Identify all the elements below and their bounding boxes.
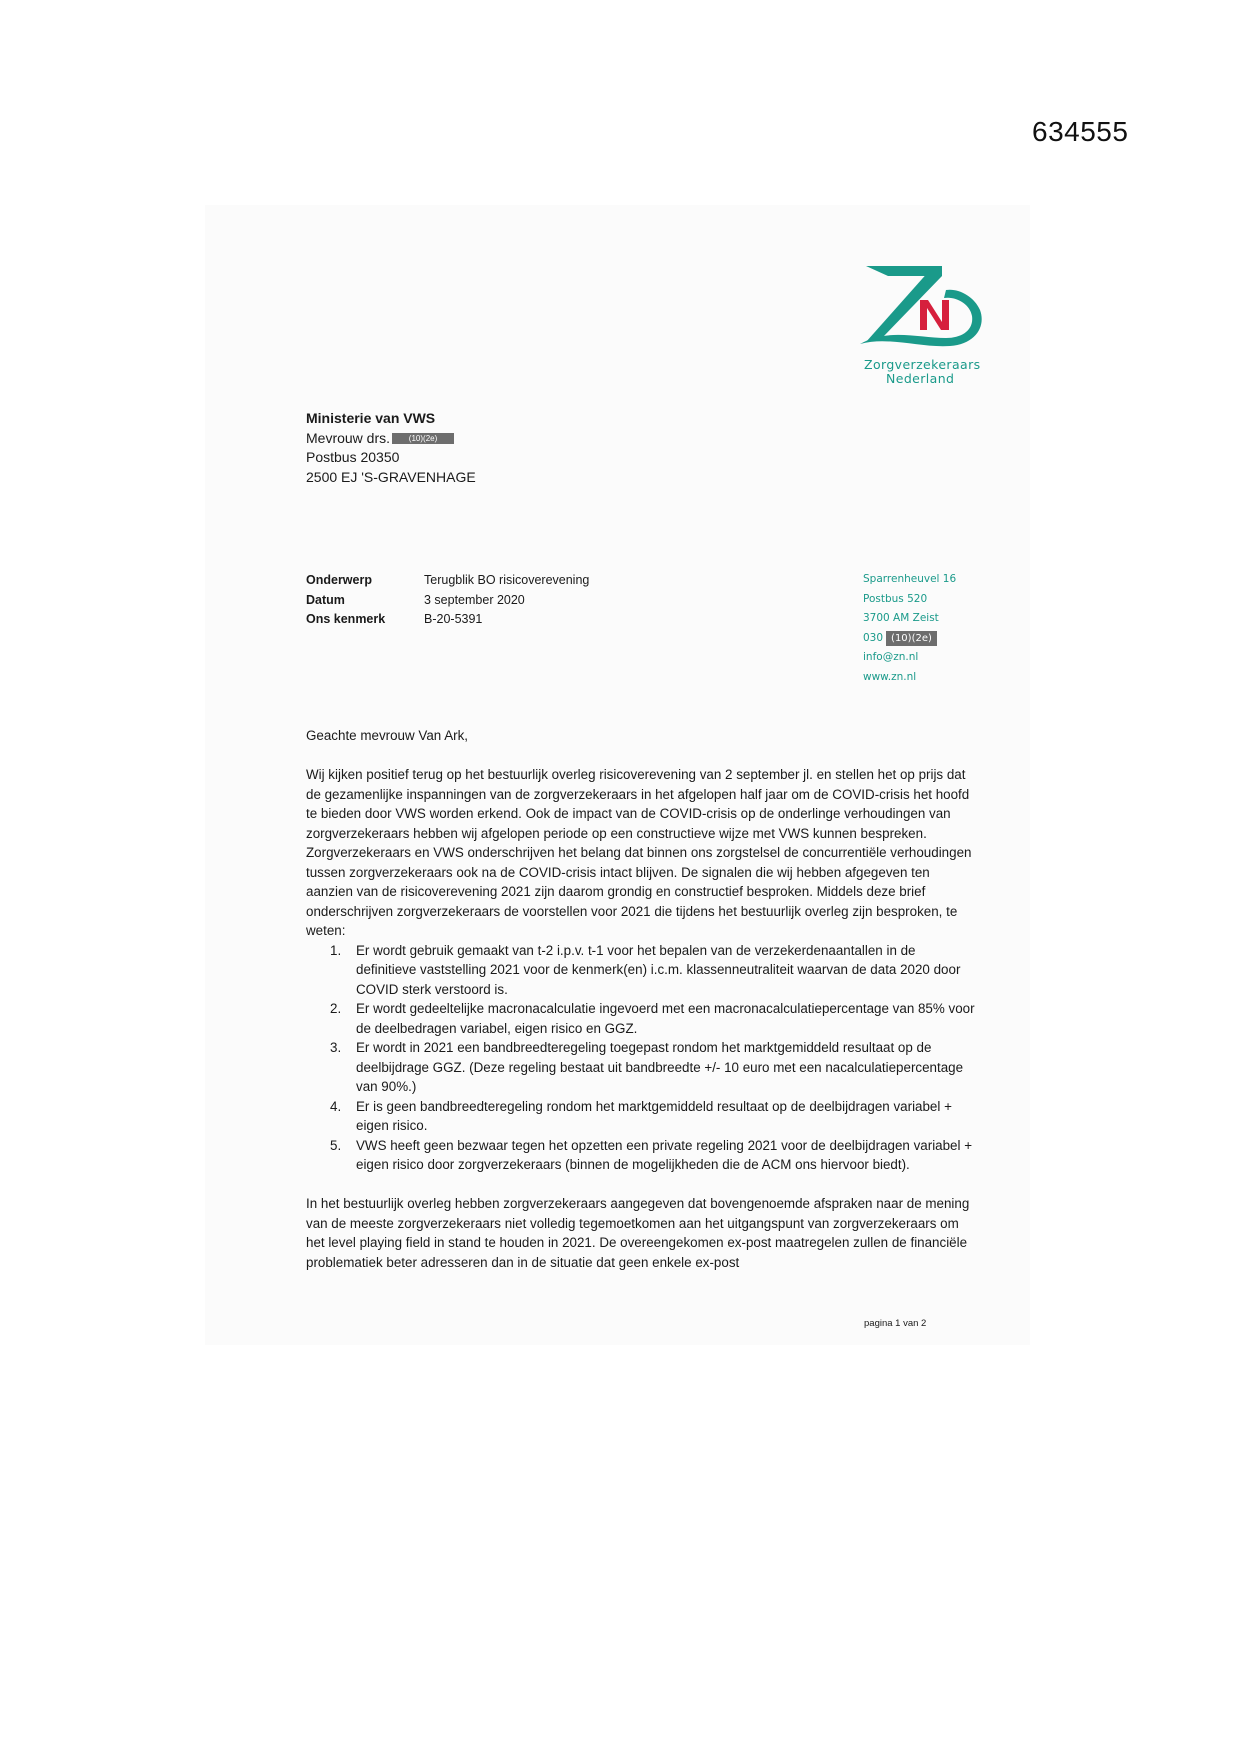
meta-row bbox=[306, 571, 589, 591]
zn-logo-mark bbox=[858, 262, 990, 362]
contact-street: Sparrenheuvel 16 bbox=[863, 573, 957, 585]
letter-meta bbox=[306, 571, 589, 630]
list-item bbox=[306, 1136, 976, 1175]
list-item-number: 2. bbox=[330, 1001, 342, 1016]
recipient-name-line bbox=[306, 429, 476, 449]
list-item bbox=[306, 1038, 976, 1097]
list-item-number: 3. bbox=[330, 1040, 342, 1055]
meta-label-date: Datum bbox=[306, 592, 345, 607]
recipient-salutation: Mevrouw drs. bbox=[306, 429, 391, 446]
document-number: 634555 bbox=[1032, 116, 1129, 147]
redaction-box: (10)(2e) bbox=[886, 631, 937, 646]
list-item-text: Er wordt gebruik gemaakt van t-2 i.p.v. t-1 voor het bepalen van de verzekerdenaantallen in de definitieve vaststelling 2021 voor de kenmerk(en) i.c.m. klassenneutraliteit waarvan de data 2020 door COVID sterk verstoord is. bbox=[356, 942, 961, 997]
list-item-number: 5. bbox=[330, 1137, 342, 1153]
contact-phone bbox=[863, 629, 956, 649]
logo-text-line1: Zorgverzekeraars bbox=[864, 357, 981, 372]
meta-value-subject: Terugblik BO risicoverevening bbox=[424, 573, 590, 587]
intro-paragraph: Wij kijken positief terug op het bestuurlijk overleg risicoverevening van 2 september jl. en stellen het op prijs dat de gezamenlijke inspanningen van de zorgverzekeraars in het afgelopen half jaar om de COVID-crisis het hoofd te bieden door VWS worden erkend. Ook de impact van de COVID-crisis op de onderlinge verhoudingen van zorgverzekeraars hebben wij afgelopen periode op een constructieve wijze met VWS kunnen bespreken. Zorgverzekeraars en VWS onderschrijven het belang dat binnen ons zorgstelsel de concurrentiële verhoudingen tussen zorgverzekeraars ook na de COVID-crisis intact blijven. De signalen die wij hebben afgegeven ten aanzien van de risicoverevening 2021 zijn daarom grondig en constructief besproken. Middels deze brief onderschrijven zorgverzekeraars de voorstellen voor 2021 die tijdens het bestuurlijk overleg zijn besproken, te weten: bbox=[306, 767, 972, 938]
page-indicator: pagina 1 van 2 bbox=[864, 1318, 927, 1329]
contact-phone-prefix: 030 bbox=[863, 631, 884, 644]
list-item-text: Er wordt gedeeltelijke macronacalculatie ingevoerd met een macronacalculatiepercentage van 85% voor de deelbedragen variabel, eigen risico en GGZ. bbox=[356, 1001, 975, 1036]
list-item-number: 4. bbox=[330, 1098, 342, 1114]
recipient-address bbox=[306, 409, 476, 487]
contact-website[interactable]: www.zn.nl bbox=[863, 670, 917, 683]
list-item bbox=[306, 941, 976, 1000]
meta-value-date: 3 september 2020 bbox=[424, 592, 525, 607]
meta-row bbox=[306, 610, 589, 630]
proposal-list bbox=[306, 941, 976, 1175]
list-item-text: Er is geen bandbreedteregeling rondom het marktgemiddeld resultaat op de deelbijdragen variabel + eigen risico. bbox=[356, 1098, 952, 1133]
list-item-text: VWS heeft geen bezwaar tegen het opzetten een private regeling 2021 voor de deelbijdragen variabel + eigen risico door zorgverzekeraars (binnen de mogelijkheden die de ACM ons hiervoor biedt). bbox=[356, 1137, 973, 1172]
list-item bbox=[306, 999, 976, 1038]
contact-postbus: Postbus 520 bbox=[863, 592, 928, 605]
recipient-postbus: Postbus 20350 bbox=[306, 449, 400, 465]
salutation: Geachte mevrouw Van Ark, bbox=[306, 728, 469, 743]
contact-city: 3700 AM Zeist bbox=[863, 612, 939, 624]
recipient-city: 2500 EJ 'S-GRAVENHAGE bbox=[306, 468, 476, 485]
recipient-organization: Ministerie van VWS bbox=[306, 410, 436, 426]
meta-label-subject: Onderwerp bbox=[306, 573, 372, 587]
meta-label-reference: Ons kenmerk bbox=[306, 612, 386, 626]
logo-text-line2: Nederland bbox=[886, 371, 955, 386]
list-item bbox=[306, 1097, 976, 1136]
list-item-text: Er wordt in 2021 een bandbreedteregeling toegepast rondom het marktgemiddeld resultaat op de deelbijdrage GGZ. (Deze regeling bestaat uit bandbreedte +/- 10 euro met een nacalculatiepercentage van 90%.) bbox=[356, 1040, 964, 1094]
letter-body bbox=[306, 726, 976, 1272]
meta-value-reference: B-20-5391 bbox=[424, 612, 483, 626]
meta-row bbox=[306, 591, 589, 611]
redaction-box: (10)(2e) bbox=[392, 433, 454, 444]
closing-paragraph: In het bestuurlijk overleg hebben zorgverzekeraars aangegeven dat bovengenoemde afspraken naar de mening van de meeste zorgverzekeraars niet volledig tegemoetkomen aan het uitgangspunt van zorgverzekeraars om het level playing field in stand te houden in 2021. De overeengekomen ex-post maatregelen zullen de financiële problematiek beter adresseren dan in de situatie dat geen enkele ex-post bbox=[306, 1196, 970, 1270]
list-item-number: 1. bbox=[330, 942, 342, 958]
sender-contact bbox=[863, 570, 956, 687]
contact-email[interactable]: info@zn.nl bbox=[863, 651, 919, 663]
